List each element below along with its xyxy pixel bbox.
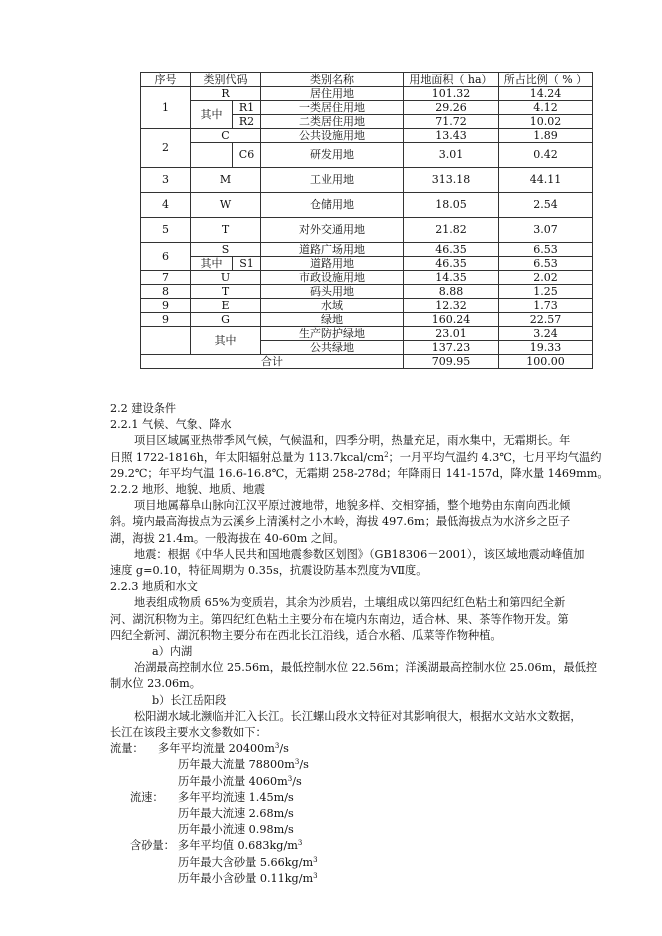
paragraph-line: 冶湖最高控制水位 25.56m，最低控制水位 22.56m；洋溪湖最高控制水位 25.06m，最低控 bbox=[134, 661, 598, 675]
subsection-heading: 2.2.1 气候、气象、降水 bbox=[110, 418, 232, 432]
paragraph-line: 速度 g=0.10，特征周期为 0.35s，抗震设防基本烈度为Ⅶ度。 bbox=[110, 564, 428, 578]
paragraph-line: 项目区域属亚热带季风气候，气候温和，四季分明，热量充足，雨水集中，无霜期长。年 bbox=[134, 434, 571, 448]
table-row: R2 二类居住用地 71.72 10.02 bbox=[141, 115, 593, 129]
flow-line: 历年最大流量 $78800m^3/s$ bbox=[178, 758, 309, 772]
table-row: 7 U 市政设施用地 14.35 2.02 bbox=[141, 271, 593, 285]
section-heading: 2.2 建设条件 bbox=[110, 402, 177, 415]
subsection-heading: 2.2.3 地质和水文 bbox=[110, 580, 198, 594]
paragraph-line: 制水位 23.06m。 bbox=[110, 677, 201, 691]
table-row: 公共绿地 137.23 19.33 bbox=[141, 341, 593, 355]
paragraph-line: 四纪全新河、湖沉积物主要分布在西北长江沿线，适合水稻、瓜菜等作物种植。 bbox=[110, 628, 502, 642]
land-use-table bbox=[140, 72, 593, 369]
sand-line: 历年最大含砂量 $5.66kg/m^3$ bbox=[178, 855, 318, 869]
list-label: b）长江岳阳段 bbox=[152, 693, 227, 707]
paragraph-line: 日照 1722-1816h，年太阳辐射总量为 $113.7kcal/cm^2$；一月平均气温约 4.3℃，七月平均气温约 bbox=[110, 450, 602, 464]
table-row: 2 C 公共设施用地 13.43 1.89 bbox=[141, 129, 593, 143]
speed-line: 历年最大流速 2.68m/s bbox=[178, 807, 294, 821]
table-row: 3 M 工业用地 313.18 44.11 bbox=[141, 168, 593, 193]
speed-line: 历年最小流速 0.98m/s bbox=[178, 823, 294, 837]
paragraph-line: 斜。境内最高海拔点为云溪乡上清溪村之小木岭，海拔 497.6m；最低海拔点为水济乡之臣子 bbox=[110, 515, 571, 529]
table-row: 其中 生产防护绿地 23.01 3.24 bbox=[141, 327, 593, 341]
header-area: 用地面积（ ha） bbox=[404, 73, 499, 87]
paragraph-line: 地震：根据《中华人民共和国地震参数区划图》（GB18306－2001），该区域地震动峰值加 bbox=[134, 547, 585, 561]
table-row: 4 W 仓储用地 18.05 2.54 bbox=[141, 193, 593, 218]
table-row: 1 R 居住用地 101.32 14.24 bbox=[141, 87, 593, 101]
flow-line: 历年最小流量 $4060m^3/s$ bbox=[178, 774, 302, 788]
table-row: 6 S 道路广场用地 46.35 6.53 bbox=[141, 243, 593, 257]
body-text bbox=[110, 401, 618, 887]
paragraph-line: 长江在该段主要水文参数如下： bbox=[110, 726, 267, 740]
table-row: 8 T 码头用地 8.88 1.25 bbox=[141, 285, 593, 299]
table-header-row bbox=[141, 73, 593, 87]
table-row: C6 研发用地 3.01 0.42 bbox=[141, 143, 593, 168]
flow-line: 流量： 多年平均流量 $20400m^3/s$ bbox=[110, 742, 289, 756]
list-label: a）内湖 bbox=[152, 645, 193, 659]
speed-line: 流速： 多年平均流速 1.45m/s bbox=[130, 790, 294, 804]
paragraph-line: 湖，海拔 21.4m。一般海拔在 40-60m 之间。 bbox=[110, 531, 345, 545]
paragraph-line: 29.2℃；年平均气温 16.6-16.8℃，无霜期 258-278d；年降雨日 141-157d，降水量 1469mm。 bbox=[110, 466, 609, 480]
table-row: 其中 R1 一类居住用地 29.26 4.12 bbox=[141, 101, 593, 115]
table-row: 5 T 对外交通用地 21.82 3.07 bbox=[141, 218, 593, 243]
sand-line: 历年最小含砂量 $0.11kg/m^3$ bbox=[178, 871, 318, 885]
paragraph-line: 项目地属幕阜山脉向江汉平原过渡地带，地貌多样、交相穿插，整个地势由东南向西北倾 bbox=[134, 499, 571, 513]
table-row: 9 G 绿地 160.24 22.57 bbox=[141, 313, 593, 327]
header-no: 序号 bbox=[141, 73, 191, 87]
paragraph-line: 松阳湖水域北濒临并汇入长江。长江螺山段水文特征对其影响很大，根据水文站水文数据， bbox=[134, 709, 582, 723]
paragraph-line: 地表组成物质 65%为变质岩，其余为沙质岩，土壤组成以第四纪红色粘土和第四纪全新 bbox=[134, 596, 566, 610]
table-row: 其中 S1 道路用地 46.35 6.53 bbox=[141, 257, 593, 271]
paragraph-line: 河、湖沉积物为主。第四纪红色粘土主要分布在境内东南边，适合林、果、茶等作物开发。第 bbox=[110, 612, 569, 626]
header-pct: 所占比例（ % ） bbox=[499, 73, 593, 87]
header-name: 类别名称 bbox=[261, 73, 404, 87]
subsection-heading: 2.2.2 地形、地貌、地质、地震 bbox=[110, 483, 266, 497]
table-total-row: 合计 709.95 100.00 bbox=[141, 355, 593, 369]
qizhong-label: 其中 bbox=[191, 101, 233, 129]
header-code: 类别代码 bbox=[191, 73, 261, 87]
table-row: 9 E 水域 12.32 1.73 bbox=[141, 299, 593, 313]
sand-line: 含砂量： 多年平均值 $0.683kg/m^3$ bbox=[130, 839, 303, 853]
